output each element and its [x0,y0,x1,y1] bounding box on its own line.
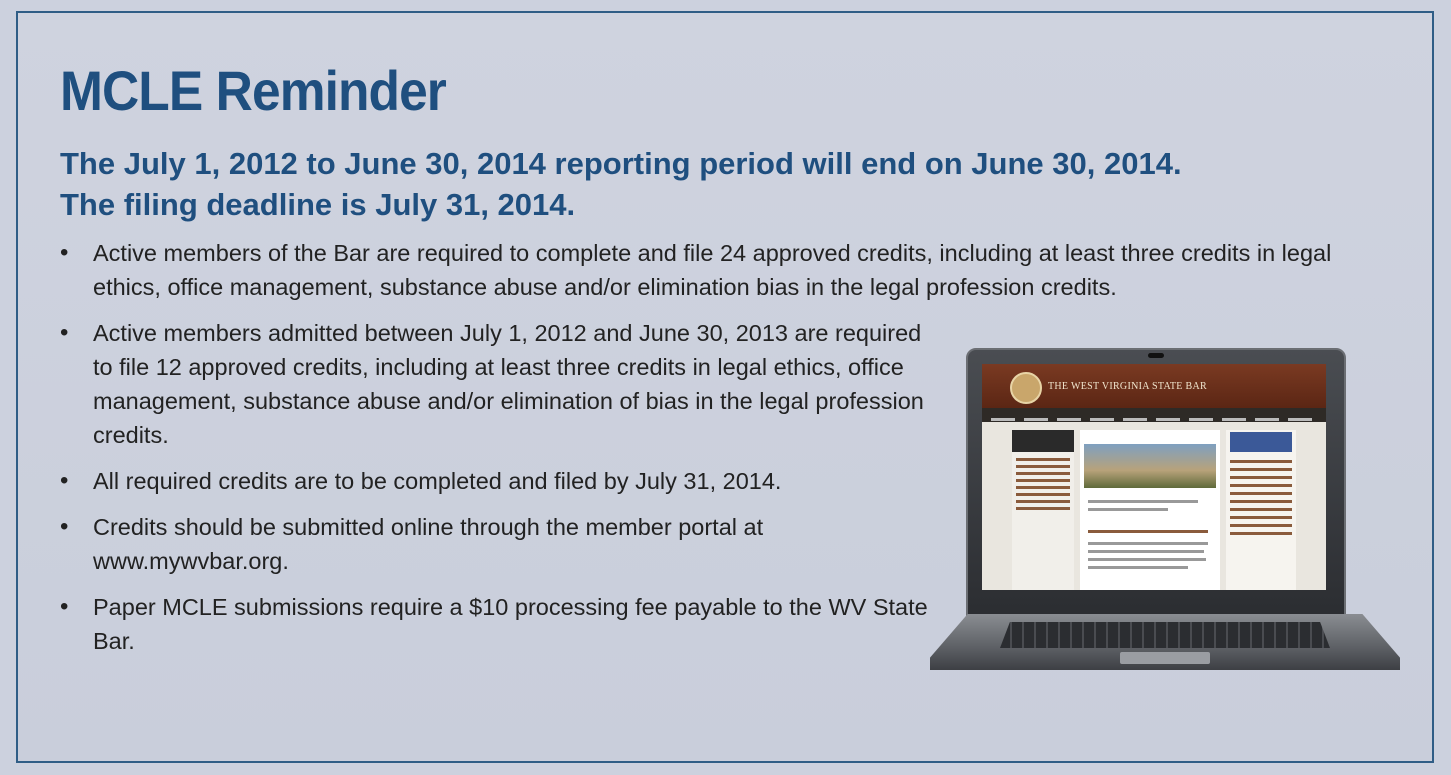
laptop-trackpad [1120,652,1210,664]
list-item-text: Active members admitted between July 1, 2012 and June 30, 2013 are required to file 12 approved credits, including at least three credits in legal ethics, office management, substance abuse and/or elimination of bias in the legal profession credits. [93,320,924,448]
list-item [60,510,933,578]
page-title: MCLE Reminder [60,59,446,122]
list-item-text: Paper MCLE submissions require a $10 processing fee payable to the WV State Bar. [93,594,928,654]
list-item [60,464,993,498]
bullet-icon: • [60,467,69,494]
bullet-icon: • [60,319,69,346]
website-screenshot [982,364,1326,590]
subtitle-line-2: The filing deadline is July 31, 2014. [60,187,576,222]
bullet-icon: • [60,593,69,620]
state-bar-seal-icon [1010,372,1042,404]
site-left-column [1012,430,1074,590]
site-title: THE WEST VIRGINIA STATE BAR [1048,381,1207,392]
laptop-screen-bezel [966,348,1346,620]
bullet-icon: • [60,513,69,540]
list-item [60,590,933,658]
site-main-column [1080,430,1220,590]
subtitle-line-1: The July 1, 2012 to June 30, 2014 reporting period will end on June 30, 2014. [60,146,1182,181]
list-item-text: Active members of the Bar are required to complete and file 24 approved credits, including at least three credits in legal ethics, office management, substance abuse and/or elimination bias in the legal profession credits. [93,240,1332,300]
list-item-text: Credits should be submitted online through the member portal at www.mywvbar.org. [93,514,764,574]
site-right-column [1226,430,1296,590]
bullet-icon: • [60,239,69,266]
list-item [60,236,1353,304]
courthouse-photo [1084,444,1216,488]
reporting-period-notice [60,143,1182,225]
site-nav [982,408,1326,422]
webcam-icon [1148,353,1164,358]
list-item-text: All required credits are to be completed and filed by July 31, 2014. [93,468,782,494]
site-header [982,364,1326,408]
laptop-image [930,344,1400,692]
list-item [60,316,933,452]
facebook-icon [1230,432,1292,452]
laptop-keyboard [1000,622,1330,648]
